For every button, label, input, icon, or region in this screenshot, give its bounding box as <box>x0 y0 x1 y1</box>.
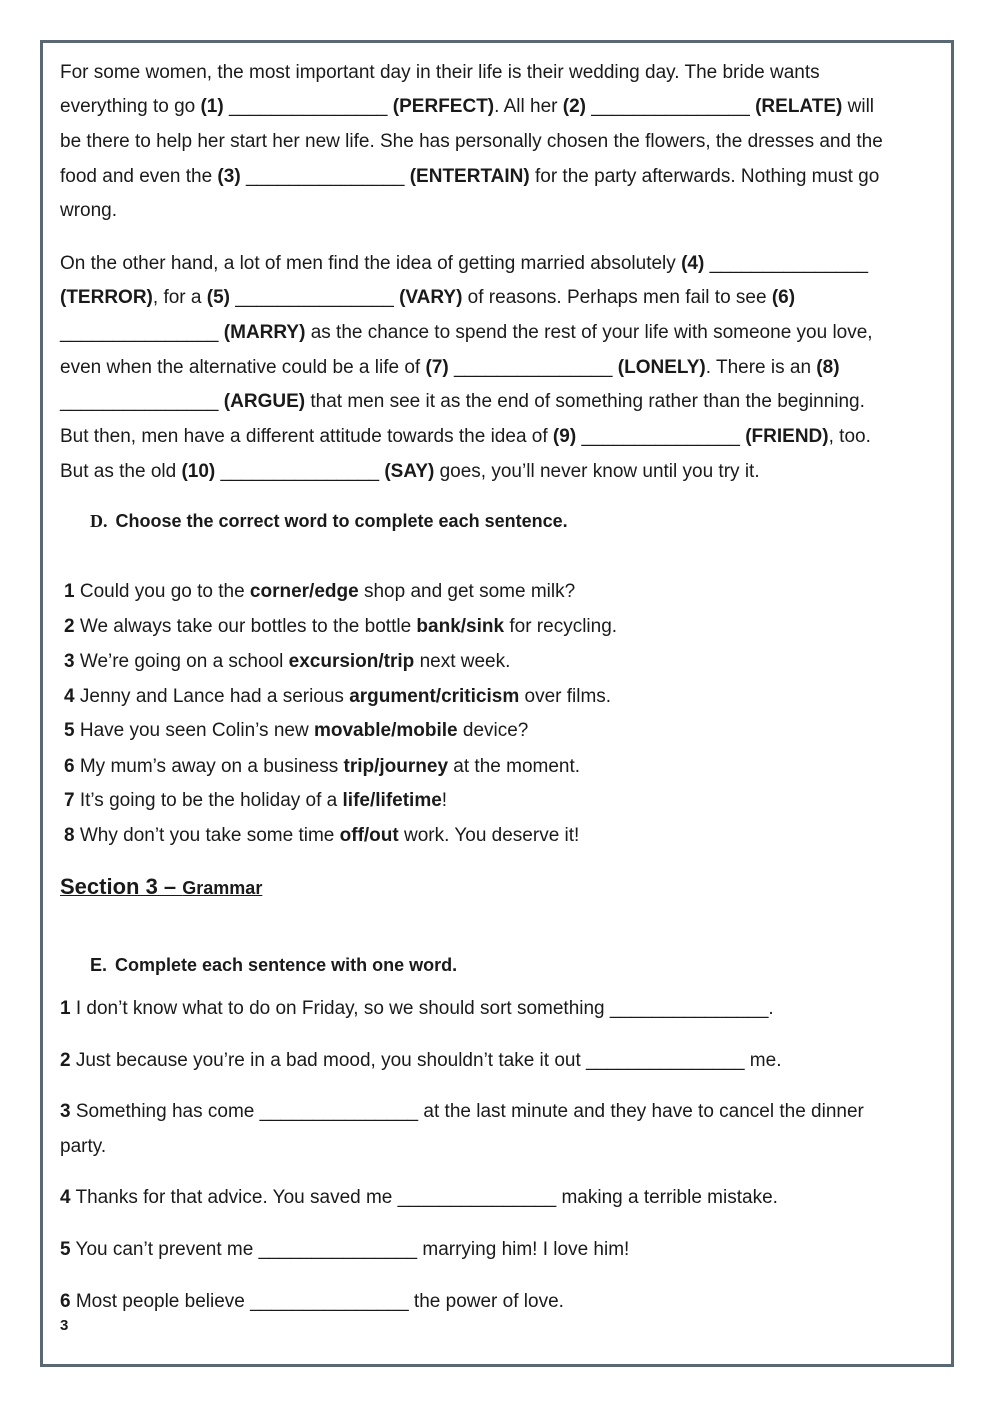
blank-4[interactable]: _______________ <box>709 253 869 274</box>
section-d-heading: D. Choose the correct word to complete each sentence. <box>90 511 568 531</box>
e-blank-4[interactable]: _______________ <box>397 1187 557 1208</box>
p2-line-7: But as the old (10) _______________ (SAY) goes, you’ll never know until you try it. <box>60 461 760 482</box>
e-item-1: 1 I don’t know what to do on Friday, so we should sort something _______________. <box>60 998 774 1019</box>
blank-2[interactable]: _______________ <box>591 96 750 117</box>
p2-line-3: _______________ (MARRY) as the chance to spend the rest of your life with someone you love, <box>60 322 873 343</box>
p2-line-4: even when the alternative could be a life of (7) _______________ (LONELY). There is an (8) <box>60 357 840 378</box>
p2-line-6: But then, men have a different attitude towards the idea of (9) _______________ (FRIEND), too. <box>60 426 871 447</box>
d-choice-3[interactable]: excursion/trip <box>288 651 415 672</box>
blank-6[interactable]: _______________ <box>60 322 219 343</box>
d-choice-7[interactable]: life/lifetime <box>342 790 442 811</box>
e-item-5: 5 You can’t prevent me _______________ marrying him! I love him! <box>60 1239 630 1260</box>
d-item-6: 6 My mum’s away on a business trip/journey at the moment. <box>64 756 581 777</box>
d-choice-4[interactable]: argument/criticism <box>349 686 520 707</box>
p1-line-5: wrong. <box>60 200 118 221</box>
e-blank-5[interactable]: _______________ <box>258 1239 418 1260</box>
blank-7[interactable]: _______________ <box>453 357 613 378</box>
p2-line-1: On the other hand, a lot of men find the idea of getting married absolutely (4) _______________ <box>60 253 869 274</box>
d-item-5: 5 Have you seen Colin’s new movable/mobile device? <box>64 720 529 741</box>
p1-line-3: be there to help her start her new life. She has personally chosen the flowers, the dresses and the <box>60 131 883 152</box>
d-choice-1[interactable]: corner/edge <box>249 581 359 602</box>
p2-line-5: _______________ (ARGUE) that men see it as the end of something rather than the beginning. <box>60 391 865 412</box>
e-item-2: 2 Just because you’re in a bad mood, you shouldn’t take it out _______________ me. <box>60 1050 782 1071</box>
d-choice-8[interactable]: off/out <box>339 825 399 846</box>
d-item-7: 7 It’s going to be the holiday of a life/lifetime! <box>64 790 448 811</box>
d-item-8: 8 Why don’t you take some time off/out work. You deserve it! <box>64 825 580 846</box>
blank-1[interactable]: _______________ <box>229 96 388 117</box>
blank-10[interactable]: _______________ <box>220 461 380 482</box>
p1-line-1: For some women, the most important day in their life is their wedding day. The bride wants <box>60 62 820 83</box>
e-item-6: 6 Most people believe _______________ the power of love. <box>60 1291 564 1312</box>
e-item-3: 3 Something has come _______________ at the last minute and they have to cancel the dinner <box>60 1101 864 1122</box>
p1-line-4: food and even the (3) _______________ (ENTERTAIN) for the party afterwards. Nothing must go <box>60 166 880 187</box>
d-item-1: 1 Could you go to the corner/edge shop and get some milk? <box>64 581 576 602</box>
blank-8[interactable]: _______________ <box>60 391 219 412</box>
e-blank-6[interactable]: _______________ <box>250 1291 409 1312</box>
blank-3[interactable]: _______________ <box>245 166 405 187</box>
e-blank-2[interactable]: _______________ <box>586 1050 745 1071</box>
d-choice-6[interactable]: trip/journey <box>343 756 449 777</box>
section-3-title: Section 3 – Grammar <box>60 874 263 899</box>
p1-line-2: everything to go (1) _______________ (PERFECT). All her (2) _______________ (RELATE) will <box>60 96 875 117</box>
d-item-2: 2 We always take our bottles to the bottle bank/sink for recycling. <box>64 616 618 637</box>
blank-9[interactable]: _______________ <box>581 426 740 447</box>
p2-line-2: (TERROR), for a (5) _______________ (VARY) of reasons. Perhaps men fail to see (6) <box>60 287 796 308</box>
e-blank-3[interactable]: _______________ <box>259 1101 419 1122</box>
blank-5[interactable]: _______________ <box>235 287 394 308</box>
section-e-heading: E. Complete each sentence with one word. <box>90 955 458 975</box>
e-item-3-cont: party. <box>60 1136 107 1157</box>
e-blank-1[interactable]: _______________ <box>609 998 769 1019</box>
d-item-4: 4 Jenny and Lance had a serious argument/criticism over films. <box>64 686 612 707</box>
d-item-3: 3 We’re going on a school excursion/trip next week. <box>64 651 511 672</box>
page-number: 3 <box>60 1317 69 1334</box>
d-choice-5[interactable]: movable/mobile <box>313 720 458 741</box>
e-item-4: 4 Thanks for that advice. You saved me _______________ making a terrible mistake. <box>60 1187 778 1208</box>
d-choice-2[interactable]: bank/sink <box>416 616 505 637</box>
